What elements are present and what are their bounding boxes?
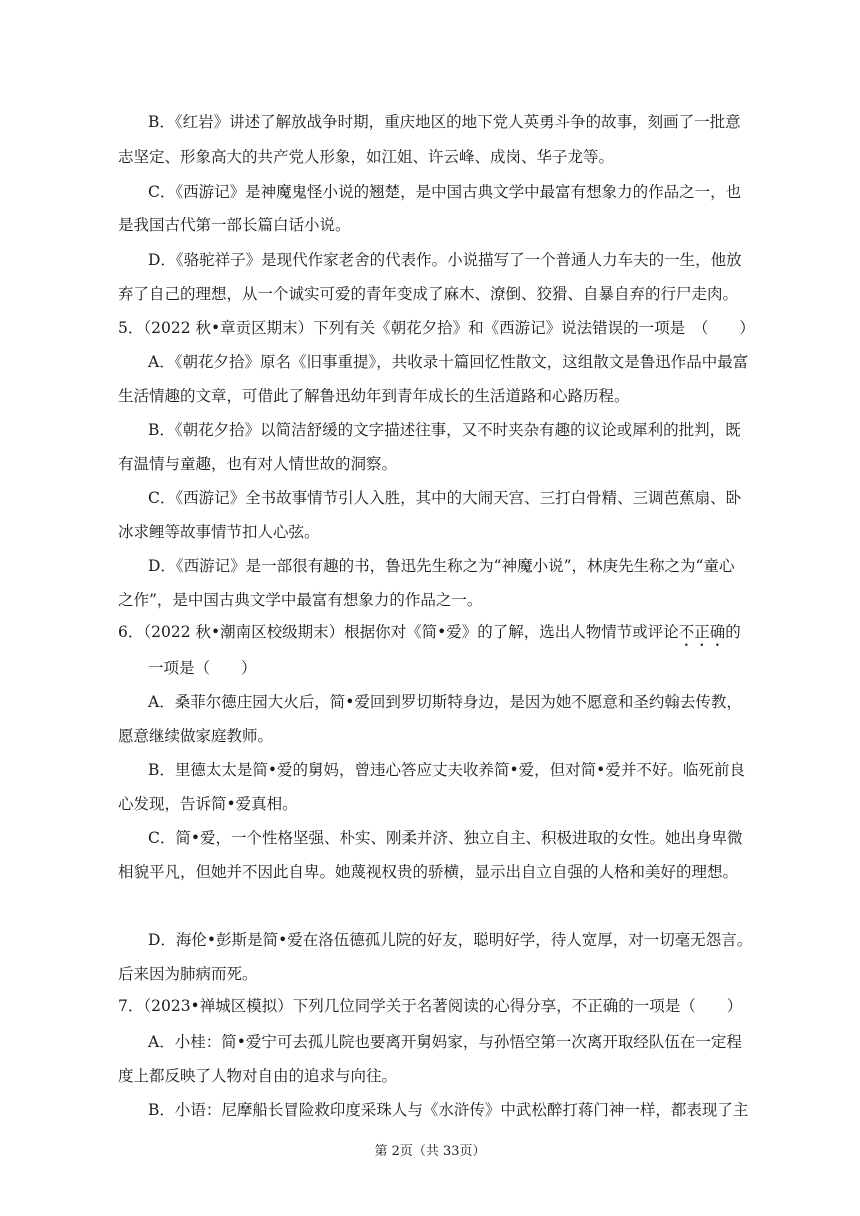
question-6-stem	[118, 622, 741, 650]
q5-option-c-line2: 冰求鲤等故事情节扣人心弦。	[118, 523, 320, 541]
q4-option-d-line2: 弃了自己的理想，从一个诚实可爱的青年变成了麻木、潦倒、狡猾、自暴自弃的行尸走肉。	[118, 285, 739, 303]
page-footer: 第 2页（共 33页）	[374, 1144, 486, 1159]
q4-option-c-line2: 是我国古代第一部长篇白话小说。	[118, 216, 351, 234]
q5-option-d-line1: D．《西游记》是一部很有趣的书，鲁迅先生称之为“神魔小说”，林庚先生称之为“童心	[148, 557, 735, 575]
q6-option-c-line2: 相貌平凡，但她并不因此自卑。她蔑视权贵的骄横，显示出自立自强的人格和美好的理想。	[118, 863, 739, 881]
q5-option-b-line1: B．《朝花夕拾》以简洁舒缓的文字描述往事，又不时夹杂有趣的议论或犀利的批判，既	[148, 421, 741, 439]
q7-option-a-line2: 度上都反映了人物对自由的追求与向往。	[118, 1067, 398, 1085]
q6-option-d-line1: D．海伦•彭斯是简•爱在洛伍德孤儿院的好友，聪明好学，待人宽厚，对一切毫无怨言。	[148, 931, 753, 949]
q4-option-c-line1: C．《西游记》是神魔鬼怪小说的翘楚，是中国古典文学中最富有想象力的作品之一，也	[148, 183, 742, 201]
question-5-stem: 5．（2022 秋•章贡区期末）下列有关《朝花夕拾》和《西游记》说法错误的一项是 （ ）	[118, 319, 755, 337]
q6-stem-suffix: 的	[725, 623, 741, 641]
q6-option-c-line1: C．简•爱，一个性格坚强、朴实、刚柔并济、独立自主、积极进取的女性。她出身卑微	[148, 829, 743, 847]
question-7-stem: 7．（2023•禅城区模拟）下列几位同学关于名著阅读的心得分享，不正确的一项是（ ）	[118, 997, 743, 1015]
q6-option-a-line2: 愿意继续做家庭教师。	[118, 727, 274, 745]
q6-stem-text: 6．（2022 秋•潮南区校级期末）根据你对《简•爱》的了解，选出人物情节或评论	[118, 623, 679, 641]
question-6-stem-line2: 一项是（ ）	[148, 659, 257, 677]
q6-option-b-line2: 心发现，告诉简•爱真相。	[118, 795, 298, 813]
q5-option-b-line2: 有温情与童趣，也有对人情世故的洞察。	[118, 455, 398, 473]
q4-option-b-line1: B．《红岩》讲述了解放战争时期，重庆地区的地下党人英勇斗争的故事，刻画了一批意	[148, 113, 741, 131]
q6-option-b-line1: B．里德太太是简•爱的舅妈，曾违心答应丈夫收养简•爱，但对简•爱并不好。临死前良	[148, 761, 745, 779]
q6-emphasis: 不正确	[678, 623, 726, 641]
q4-option-d-line1: D．《骆驼祥子》是现代作家老舍的代表作。小说描写了一个普通人力车夫的一生，他放	[148, 251, 742, 269]
q6-option-d-line2: 后来因为肺病而死。	[118, 965, 258, 983]
q5-option-c-line1: C．《西游记》全书故事情节引人入胜，其中的大闹天宫、三打白骨精、三调芭蕉扇、卧	[148, 489, 742, 507]
q5-option-a-line2: 生活情趣的文章，可借此了解鲁迅幼年到青年成长的生活道路和心路历程。	[118, 387, 630, 405]
q7-option-b-line1: B．小语：尼摩船长冒险救印度采珠人与《水浒传》中武松醉打蒋门神一样，都表现了主	[148, 1101, 749, 1119]
q7-option-a-line1: A．小桂：简•爱宁可去孤儿院也要离开舅妈家，与孙悟空第一次离开取经队伍在一定程	[148, 1033, 742, 1051]
q5-option-d-line2: 之作”，是中国古典文学中最富有想象力的作品之一。	[118, 591, 483, 609]
q4-option-b-line2: 志坚定、形象高大的共产党人形象，如江姐、许云峰、成岗、华子龙等。	[118, 148, 615, 166]
q5-option-a-line1: A．《朝花夕拾》原名《旧事重提》，共收录十篇回忆性散文，这组散文是鲁迅作品中最富	[148, 353, 749, 371]
q6-option-a-line1: A．桑菲尔德庄园大火后，简•爱回到罗切斯特身边，是因为她不愿意和圣约翰去传教，	[148, 693, 742, 711]
